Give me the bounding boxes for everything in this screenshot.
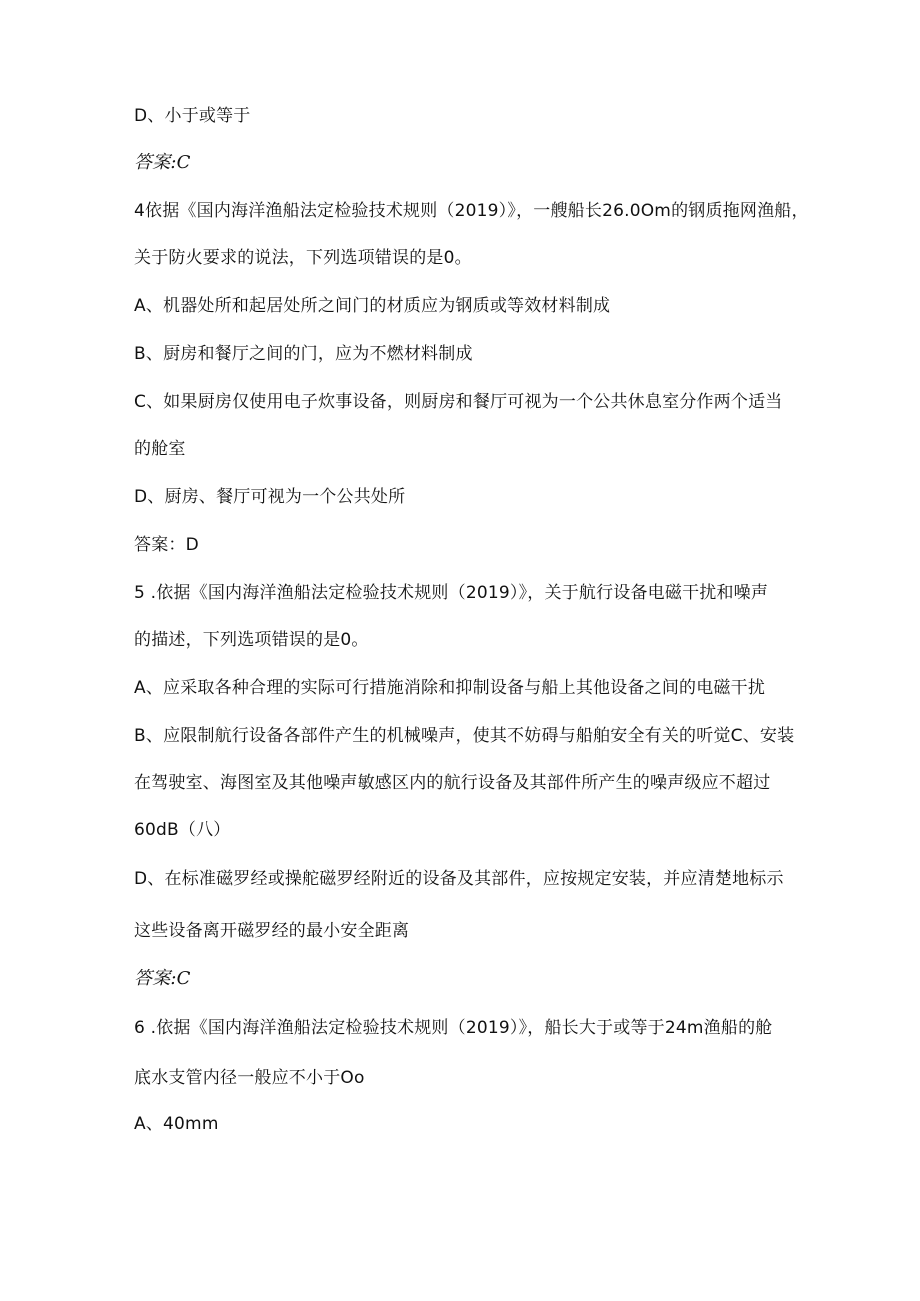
q5-option-a: A、应采取各种合理的实际可行措施消除和抑制设备与船上其他设备之间的电磁干扰 [134,678,766,698]
q5-stem-line-2: 的描述，下列选项错误的是0。 [134,630,369,650]
q5-option-d-line-2: 这些设备离开磁罗经的最小安全距离 [134,921,410,941]
q4-stem-line-2: 关于防火要求的说法，下列选项错误的是0。 [134,248,472,268]
q5-option-b-line-1: B、应限制航行设备各部件产生的机械噪声，使其不妨碍与船舶安全有关的听觉C、安装 [134,726,795,746]
q3-answer: 答案:C [134,152,191,173]
q3-option-d: D、小于或等于 [134,106,251,126]
q4-answer: 答案：D [134,535,199,555]
q5-stem-line-1: 5 .依据《国内海洋渔船法定检验技术规则（2019）》，关于航行设备电磁干扰和噪声 [134,583,769,603]
q4-option-b: B、厨房和餐厅之间的门，应为不燃材料制成 [134,344,473,364]
q5-option-c-line-1: 在驾驶室、海图室及其他噪声敏感区内的航行设备及其部件所产生的噪声级应不超过 [134,773,771,793]
q6-stem-line-2: 底水支管内径一般应不小于Oo [134,1068,365,1088]
q4-option-c-line-1: C、如果厨房仅使用电子炊事设备，则厨房和餐厅可视为一个公共休息室分作两个适当 [134,392,783,412]
q4-stem-line-1: 4依据《国内海洋渔船法定检验技术规则（2019）》，一艘船长26.0Om的钢质拖网渔船， [134,201,809,221]
q5-option-c-line-2: 60dB（八） [134,820,231,840]
q4-option-c-line-2: 的舱室 [134,439,186,459]
q5-answer: 答案:C [134,968,191,989]
q6-option-a: A、40mm [134,1114,219,1134]
q4-option-d: D、厨房、餐厅可视为一个公共处所 [134,487,406,507]
q6-stem-line-1: 6 .依据《国内海洋渔船法定检验技术规则（2019）》，船长大于或等于24m渔船的舱 [134,1018,773,1038]
q5-option-d-line-1: D、在标准磁罗经或操舵磁罗经附近的设备及其部件，应按规定安装，并应清楚地标示 [134,869,784,889]
q4-option-a: A、机器处所和起居处所之间门的材质应为钢质或等效材料制成 [134,296,611,316]
